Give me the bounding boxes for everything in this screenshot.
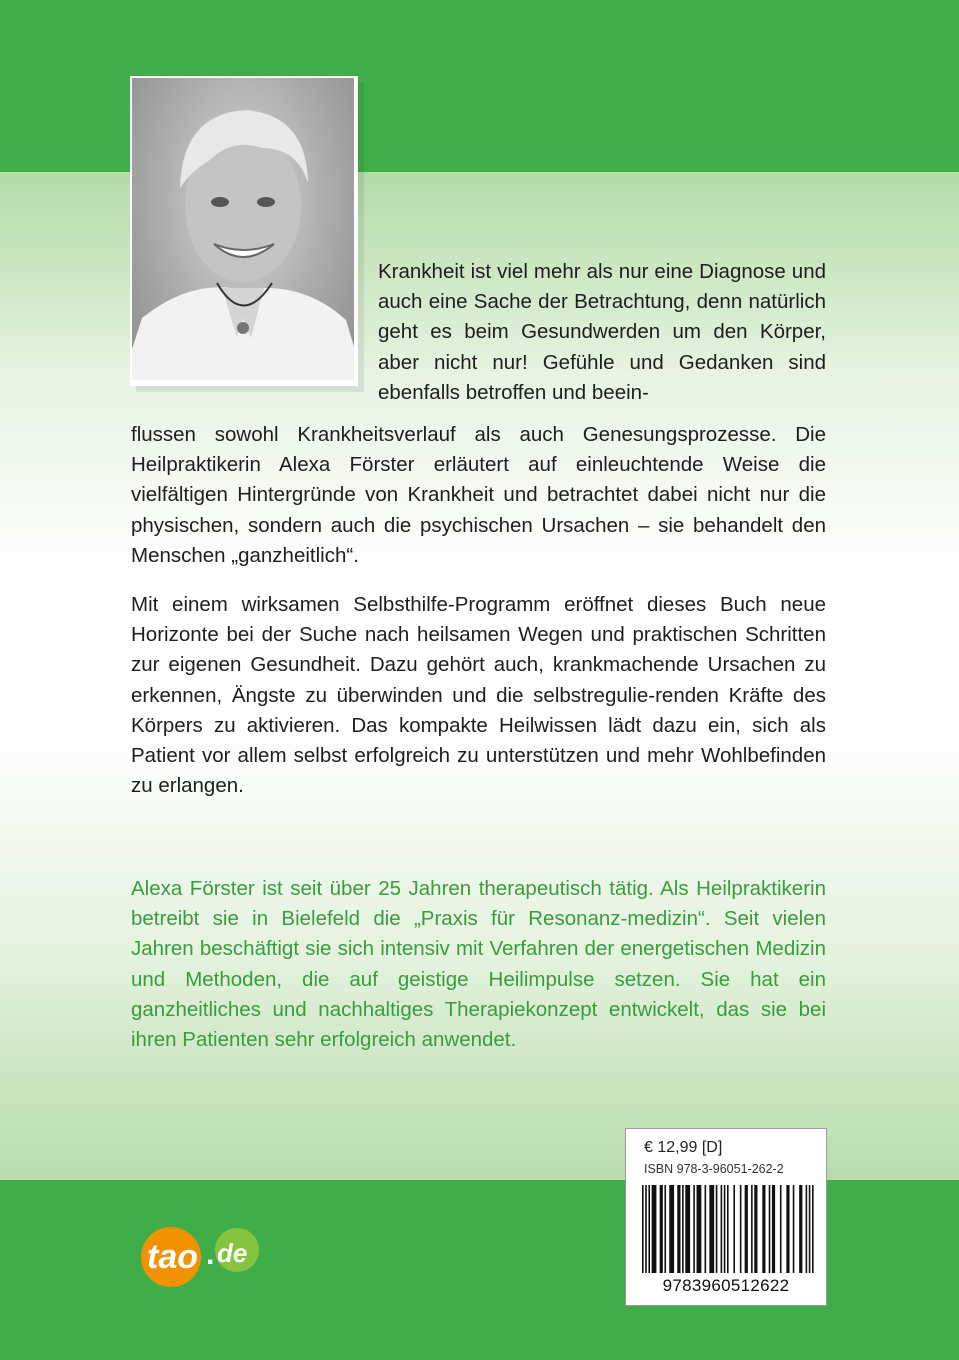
intro-text-beside-photo: Krankheit ist viel mehr als nur eine Diagnose und auch eine Sache der Betrachtung, denn natürlich geht es beim Gesundwerden um den Körper, aber nicht nur! Gefühle und Gedanken sind ebenfalls betroffen und beein-	[378, 260, 826, 404]
barcode-bar	[740, 1185, 742, 1273]
barcode-bar	[751, 1185, 753, 1273]
barcode-bar	[648, 1185, 650, 1273]
barcode-bar	[721, 1185, 723, 1273]
barcode-bar	[812, 1185, 814, 1273]
price-label: € 12,99 [D]	[644, 1139, 723, 1156]
intro-text-continued: flussen sowohl Krankheitsverlauf als auch Genesungsprozesse. Die Heilpraktikerin Alexa Förster erläutert auf einleuchtende Weise die vielfältigen Hintergründe von Krankheit und betrachtet dabei nicht nur die physischen, sondern auch die psychischen Ursachen – sie behandelt den Menschen „ganzheitlich“.	[131, 423, 826, 567]
author-photo-frame	[130, 76, 358, 386]
logo-text-main: tao	[147, 1238, 198, 1276]
barcode-box	[625, 1128, 827, 1306]
barcode-bar	[799, 1185, 802, 1273]
barcode-bar	[724, 1185, 726, 1273]
barcode-bar	[769, 1185, 771, 1273]
barcode-bar	[660, 1185, 663, 1273]
barcode-bar	[727, 1185, 729, 1273]
barcode-bar	[645, 1185, 647, 1273]
program-paragraph: Mit einem wirksamen Selbsthilfe-Programm eröffnet dieses Buch neue Horizonte bei der Suche nach heilsamen Wegen und praktischen Schritten zur eigenen Gesundheit. Dazu gehört auch, krankmachende Ursachen zu erkennen, Ängste zu überwinden und die selbstregulie-renden Kräfte des Körpers zu aktivieren. Das kompakte Heilwissen lädt dazu ein, sich als Patient vor allem selbst erfolgreich zu unterstützen und mehr Wohlbefinden zu erlangen.	[131, 593, 826, 798]
barcode-bar	[786, 1185, 789, 1273]
barcode-bar	[762, 1185, 765, 1273]
ean-number: 9783960512622	[662, 1276, 790, 1295]
barcode-bar	[682, 1185, 684, 1273]
barcode-bar	[642, 1185, 644, 1273]
author-portrait-icon	[132, 78, 354, 380]
barcode-bar	[685, 1185, 690, 1273]
barcode-bar	[754, 1185, 757, 1273]
author-photo	[132, 78, 354, 380]
barcode-bar	[745, 1185, 748, 1273]
logo-text-dot: .	[206, 1238, 215, 1271]
logo-text-suffix: de	[217, 1238, 248, 1268]
barcode-bar	[780, 1185, 782, 1273]
barcode-bar	[716, 1185, 718, 1273]
isbn-label: ISBN 978-3-96051-262-2	[644, 1162, 784, 1176]
barcode-bar	[806, 1185, 808, 1273]
barcode-icon	[638, 1185, 816, 1273]
barcode-bar	[697, 1185, 702, 1273]
barcode-bar	[669, 1185, 674, 1273]
barcode-bar	[772, 1185, 775, 1273]
barcode-bar	[664, 1185, 666, 1273]
barcode-bar	[652, 1185, 657, 1273]
barcode-bar	[693, 1185, 695, 1273]
barcode-bar	[677, 1185, 680, 1273]
barcode-bar	[705, 1185, 707, 1273]
tao-logo	[133, 1222, 273, 1288]
barcode-bar	[793, 1185, 795, 1273]
barcode-bar	[709, 1185, 714, 1273]
barcode-bar	[733, 1185, 735, 1273]
author-bio: Alexa Förster ist seit über 25 Jahren therapeutisch tätig. Als Heilpraktikerin betreibt sie in Bielefeld die „Praxis für Resonanz-medizin“. Seit vielen Jahren beschäftigt sie sich intensiv mit Verfahren der energetischen Medizin und Methoden, die auf geistige Heilimpulse setzen. Sie hat ein ganzheitliches und nachhaltiges Therapiekonzept entwickelt, das sie bei ihren Patienten sehr erfolgreich anwendet.	[131, 877, 826, 1052]
barcode-bar	[809, 1185, 811, 1273]
